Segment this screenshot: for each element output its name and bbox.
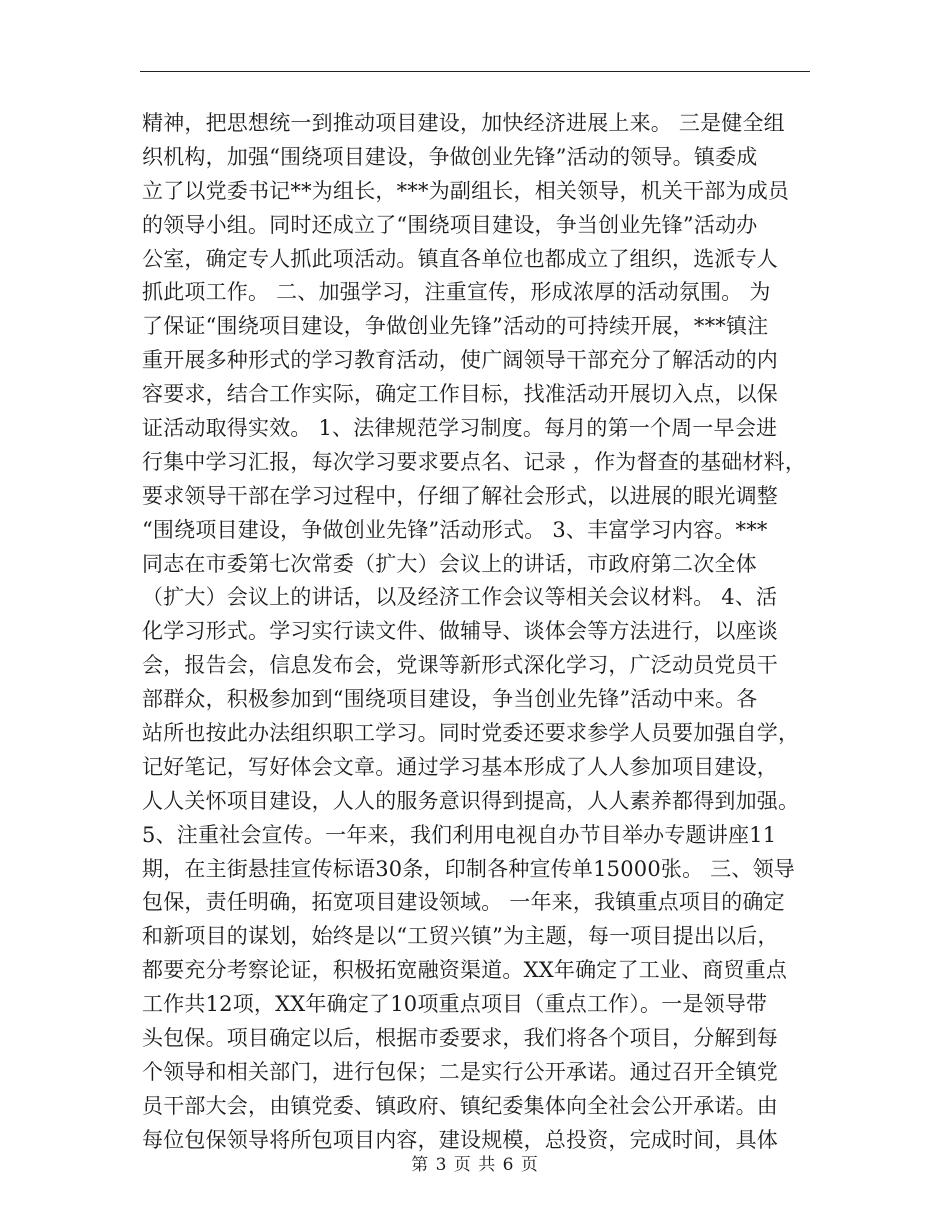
text-line: 行集中学习汇报，每次学习要求要点名、记录 ，作为督查的基础材料， (142, 449, 807, 474)
text-line: 同志在市委第七次常委（扩大）会议上的讲话，市政府第二次全体 (142, 551, 757, 576)
page-number-footer: 第 3 页 共 6 页 (411, 1155, 539, 1175)
text-line: 织机构，加强“围绕项目建设，争做创业先锋”活动的领导。镇委成 (142, 144, 758, 169)
text-line: 期，在主街悬挂宣传标语30条，印制各种宣传单15000张。 三、领导 (142, 856, 795, 881)
text-line: 记好笔记，写好体会文章。通过学习基本形成了人人参加项目建设， (142, 754, 778, 779)
text-line: 包保，责任明确，拓宽项目建设领域。 一年来，我镇重点项目的确定 (142, 890, 785, 915)
text-line: 个领导和相关部门，进行包保；二是实行公开承诺。通过召开全镇党 (142, 1059, 778, 1084)
text-line: （扩大）会议上的讲话，以及经济工作会议等相关会议材料。 4、活 (142, 585, 778, 610)
text-line: 了保证“围绕项目建设，争做创业先锋”活动的可持续开展，***镇注 (142, 314, 769, 339)
text-line: 都要充分考察论证，积极拓宽融资渠道。XX年确定了工业、商贸重点 (142, 958, 788, 983)
text-line: 工作共12项，XX年确定了10项重点项目（重点工作）。一是领导带 (142, 992, 768, 1017)
text-line: 会，报告会，信息发布会，党课等新形式深化学习，广泛动员党员干 (142, 653, 778, 678)
text-line: 要求领导干部在学习过程中，仔细了解社会形式，以进展的眼光调整 (142, 483, 778, 508)
text-line: 部群众，积极参加到“围绕项目建设，争当创业先锋”活动中来。各 (142, 687, 758, 712)
text-line: 的领导小组。同时还成立了“围绕项目建设，争当创业先锋”活动办 (142, 212, 758, 237)
text-line: 抓此项工作。 二、加强学习，注重宣传，形成浓厚的活动氛围。 为 (142, 280, 771, 305)
text-line: 5、注重社会宣传。一年来，我们利用电视自办节目举办专题讲座11 (142, 822, 777, 847)
text-line: 容要求，结合工作实际，确定工作目标，找准活动开展切入点，以保 (142, 382, 778, 407)
text-line: “围绕项目建设，争做创业先锋”活动形式。 3、丰富学习内容。*** (142, 517, 768, 542)
text-line: 每位包保领导将所包项目内容，建设规模，总投资，完成时间，具体 (142, 1127, 778, 1152)
text-line: 公室，确定专人抓此项活动。镇直各单位也都成立了组织，选派专人 (142, 246, 778, 271)
document-body (142, 107, 814, 1158)
text-line: 头包保。项目确定以后，根据市委要求，我们将各个项目，分解到每 (142, 1026, 778, 1051)
text-line: 人人关怀项目建设，人人的服务意识得到提高，人人素养都得到加强。 (142, 788, 800, 813)
text-line: 员干部大会，由镇党委、镇政府、镇纪委集体向全社会公开承诺。由 (142, 1093, 778, 1118)
text-line: 立了以党委书记**为组长，***为副组长，相关领导，机关干部为成员 (142, 178, 790, 203)
header-rule (140, 71, 810, 72)
text-line: 精神，把思想统一到推动项目建设，加快经济进展上来。 三是健全组 (142, 111, 785, 135)
text-line: 证活动取得实效。 1、法律规范学习制度。每月的第一个周一早会进 (142, 416, 778, 441)
text-line: 化学习形式。学习实行读文件、做辅导、谈体会等方法进行，以座谈 (142, 619, 778, 644)
text-line: 和新项目的谋划，始终是以“工贸兴镇”为主题，每一项目提出以后， (142, 924, 779, 949)
text-line: 重开展多种形式的学习教育活动，使广阔领导干部充分了解活动的内 (142, 348, 778, 373)
text-line: 站所也按此办法组织职工学习。同时党委还要求参学人员要加强自学， (142, 721, 800, 746)
